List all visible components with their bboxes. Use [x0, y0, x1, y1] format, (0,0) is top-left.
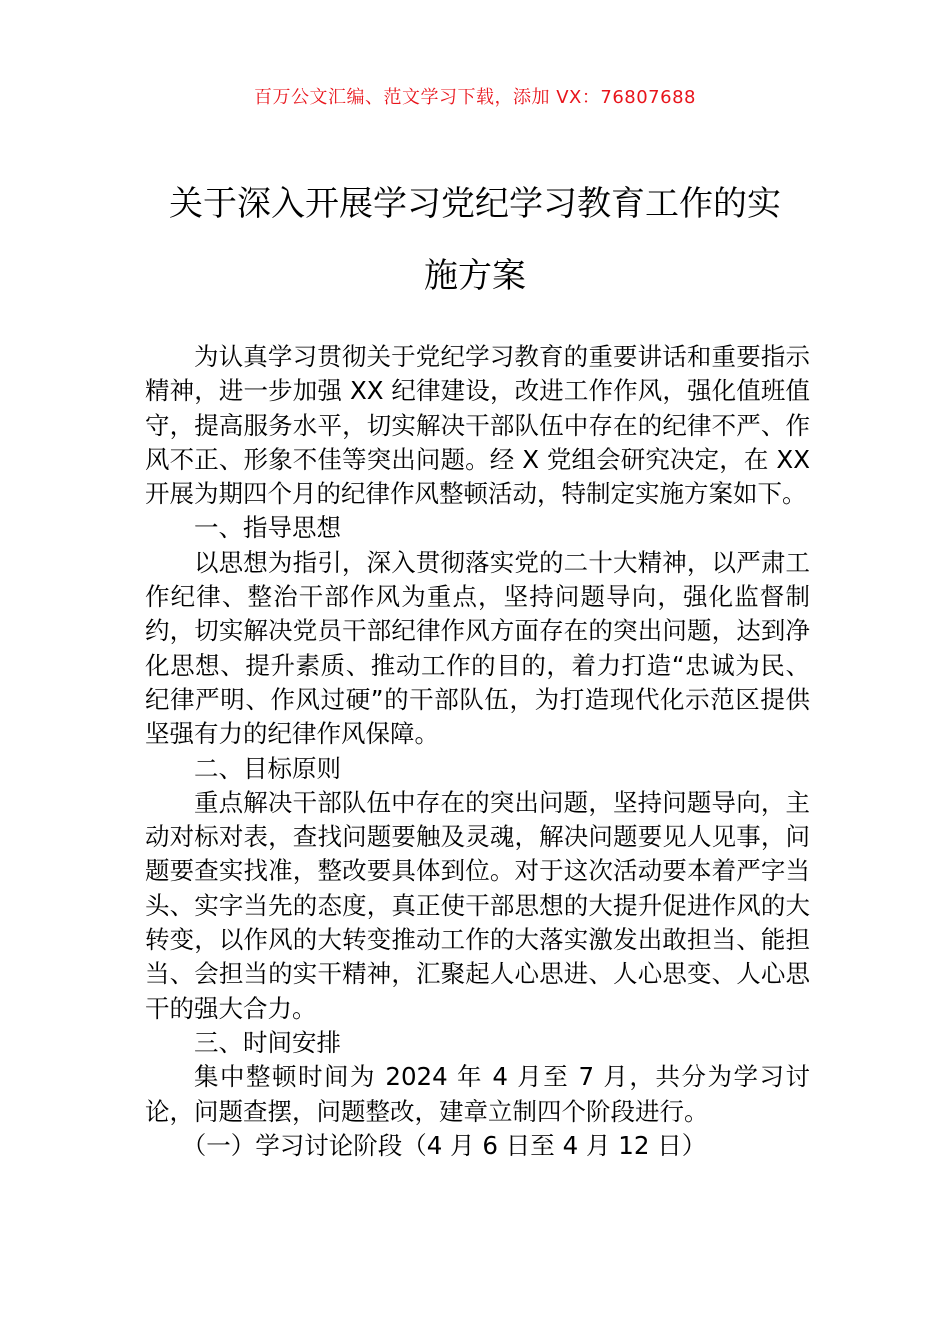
- document-title-line-1: 关于深入开展学习党纪学习教育工作的实: [169, 184, 781, 224]
- section-heading-guiding-ideology: 一、指导思想: [194, 513, 341, 543]
- intro-paragraph: 为认真学习贯彻关于党纪学习教育的重要讲话和重要指示精神，进一步加强 XX 纪律建设，改进工作作风，强化值班值守，提高服务水平，切实解决干部队伍中存在的纪律不严、作风不正、形象不佳等突出问题。经 X 党组会研究决定，在 XX 开展为期四个月的纪律作风整顿活动，特制定实施方案如下。: [145, 342, 810, 509]
- schedule-paragraph: 集中整顿时间为 2024 年 4 月至 7 月，共分为学习讨论，问题查摆，问题整改，建章立制四个阶段进行。: [145, 1062, 810, 1126]
- document-title-line-2: 施方案: [424, 256, 526, 296]
- guiding-ideology-paragraph: 以思想为指引，深入贯彻落实党的二十大精神，以严肃工作纪律、整治干部作风为重点，坚持问题导向，强化监督制约，切实解决党员干部纪律作风方面存在的突出问题，达到净化思想、提升素质、推动工作的目的，着力打造“忠诚为民、纪律严明、作风过硬”的干部队伍，为打造现代化示范区提供坚强有力的纪律作风保障。: [145, 547, 810, 749]
- section-heading-goals-principles: 二、目标原则: [194, 753, 341, 783]
- section-heading-schedule: 三、时间安排: [194, 1027, 341, 1057]
- document-title: [60, 168, 890, 312]
- header-watermark-note: 百万公文汇编、范文学习下载，添加 VX：76807688: [254, 87, 696, 108]
- document-body: [145, 340, 810, 1163]
- subsection-heading-study-discussion: （一）学习讨论阶段（4 月 6 日至 4 月 12 日）: [181, 1130, 707, 1160]
- goals-principles-paragraph: 重点解决干部队伍中存在的突出问题，坚持问题导向，主动对标对表，查找问题要触及灵魂，解决问题要见人见事，问题要查实找准，整改要具体到位。对于这次活动要本着严字当头、实字当先的态度，真正使干部思想的大提升促进作风的大转变，以作风的大转变推动工作的大落实激发出敢担当、能担当、会担当的实干精神，汇聚起人心思进、人心思变、人心思干的强大合力。: [145, 787, 810, 1023]
